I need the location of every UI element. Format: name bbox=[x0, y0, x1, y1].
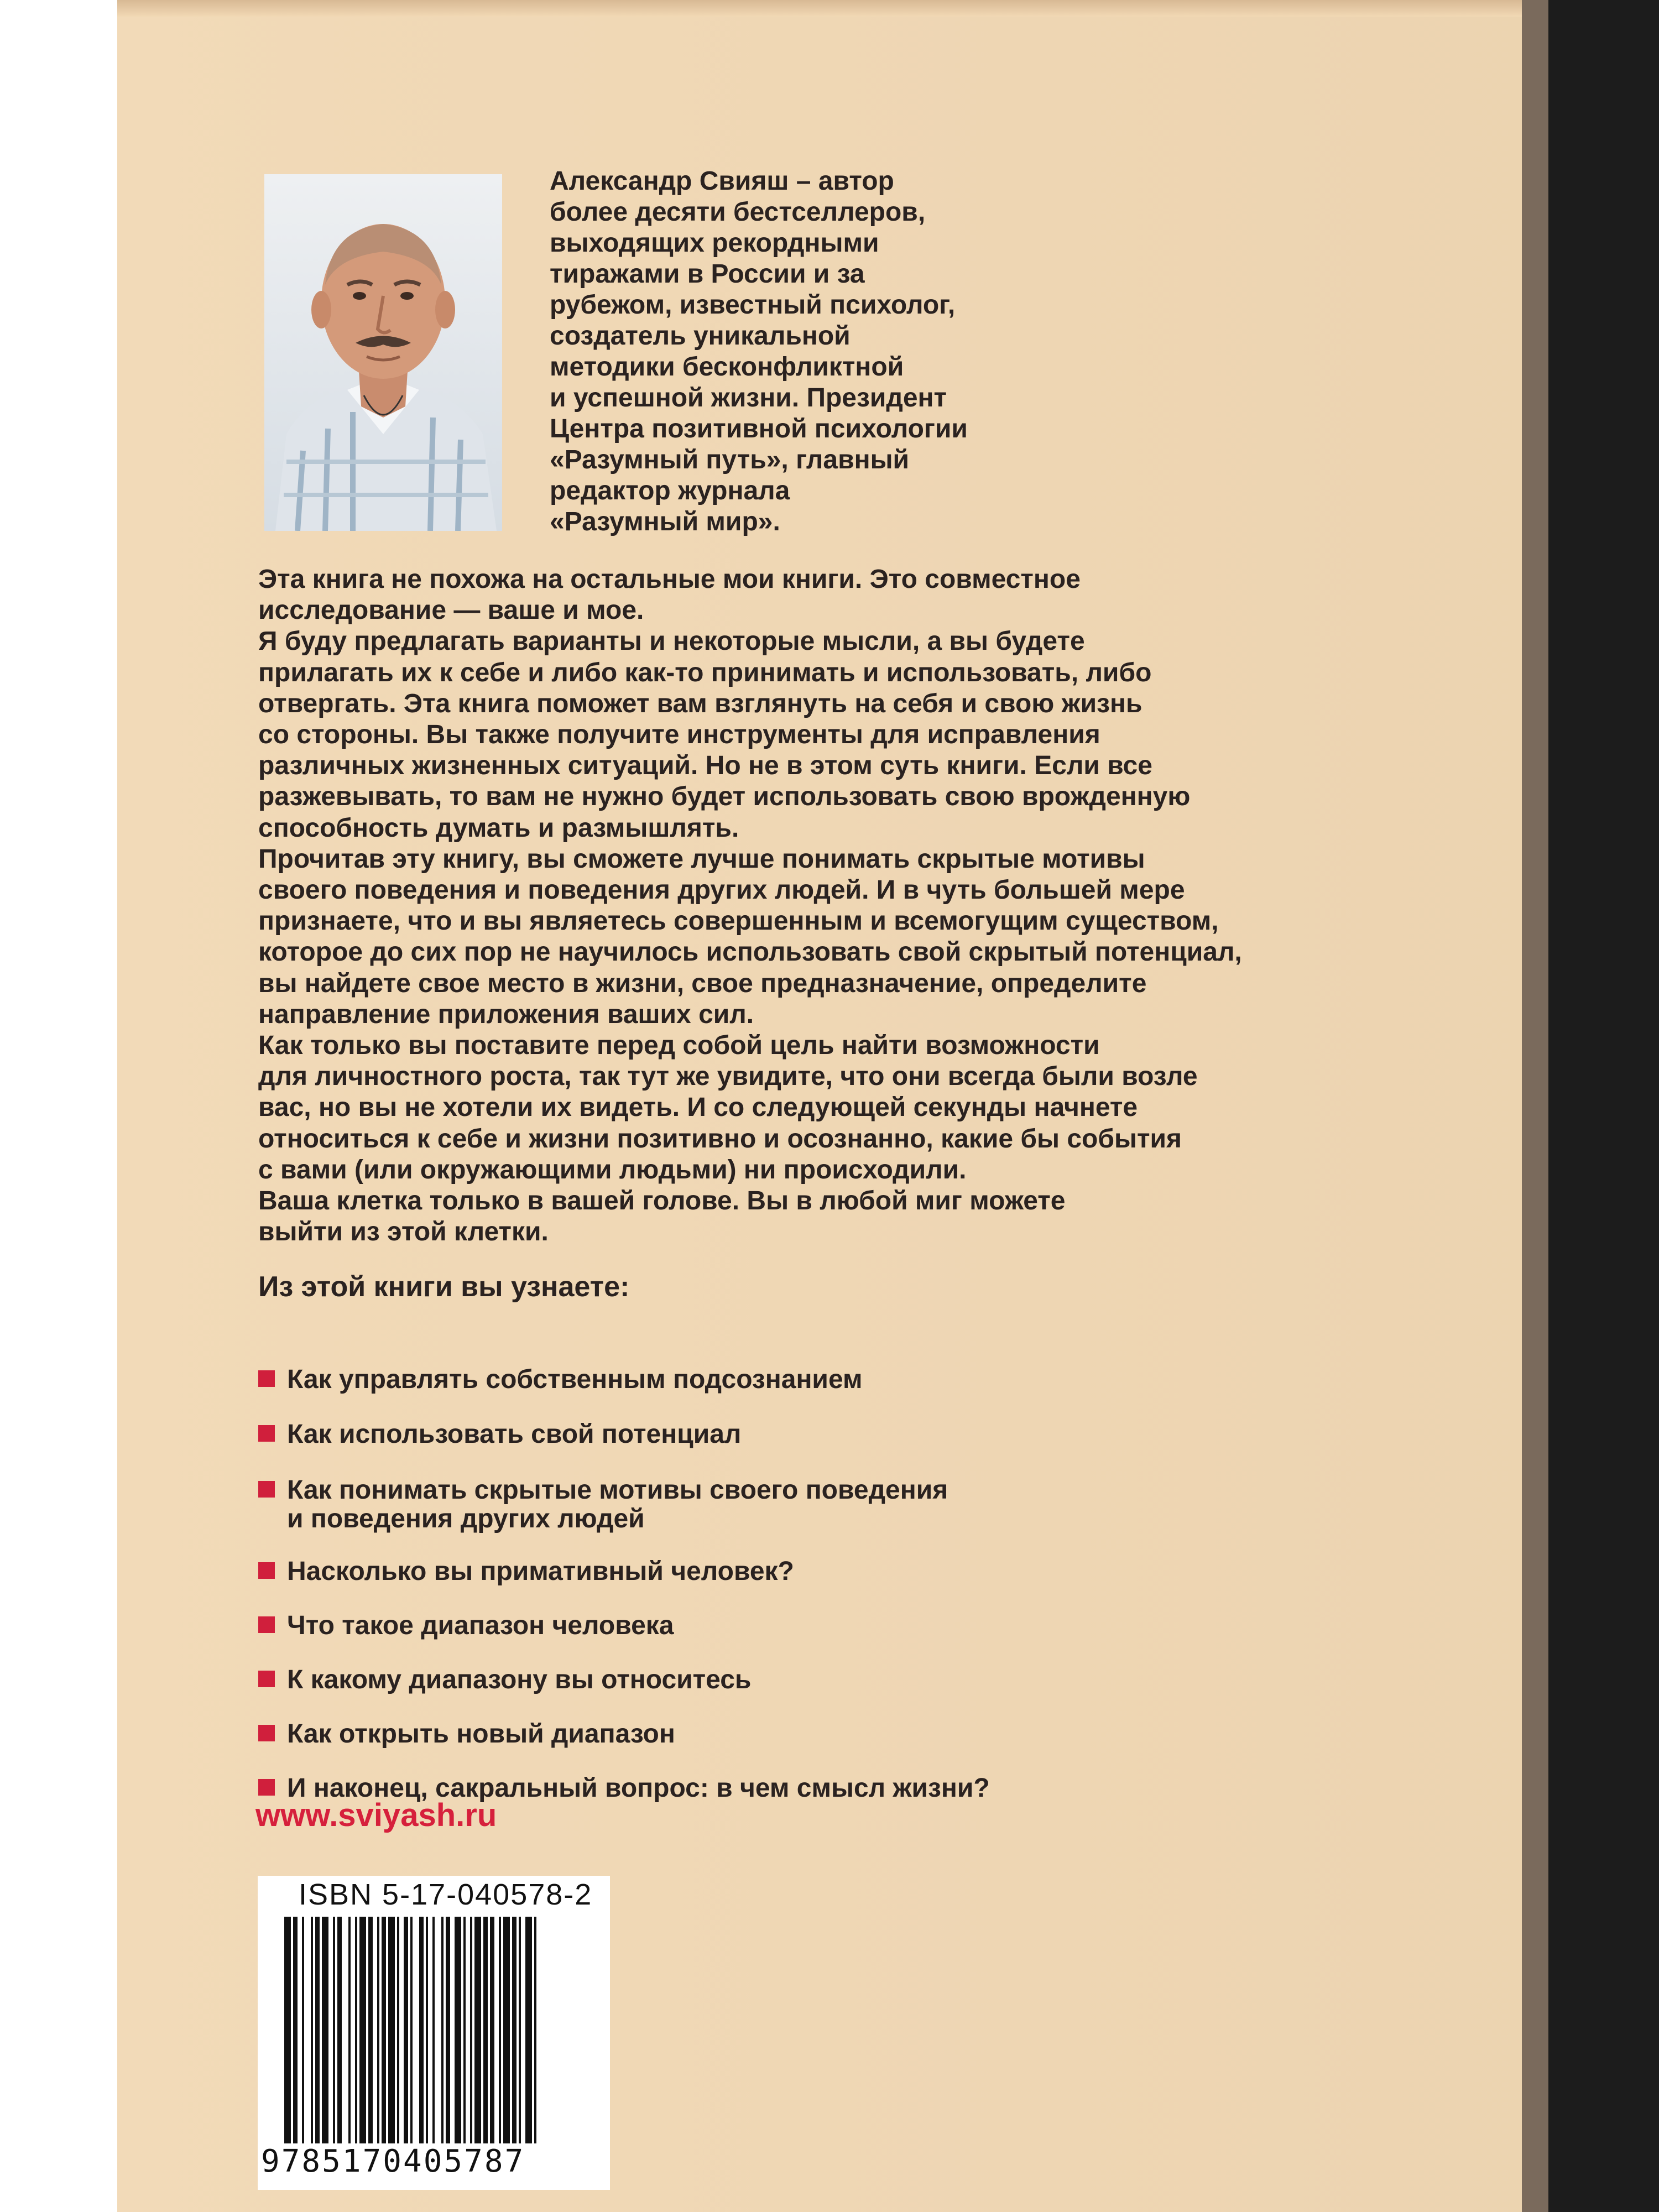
bullet-square-icon bbox=[258, 1370, 275, 1387]
intro-text bbox=[258, 564, 1364, 1248]
barcode-bar bbox=[315, 1917, 320, 2143]
bullet-square-icon bbox=[258, 1481, 275, 1498]
website-link[interactable]: www.sviyash.ru bbox=[255, 1797, 497, 1833]
topic-item bbox=[258, 1447, 948, 1533]
barcode-bar bbox=[377, 1917, 379, 2143]
topic-item bbox=[258, 1745, 990, 1803]
barcode-bar bbox=[322, 1917, 328, 2143]
barcode-bar bbox=[333, 1917, 335, 2143]
topic-label: Как открыть новый диапазон bbox=[287, 1719, 675, 1749]
barcode-bar bbox=[446, 1917, 450, 2143]
barcode-bar bbox=[483, 1917, 488, 2143]
barcode-bar bbox=[474, 1917, 481, 2143]
topic-item bbox=[258, 1637, 751, 1694]
barcode-bar bbox=[410, 1917, 413, 2143]
bullet-square-icon bbox=[258, 1425, 275, 1442]
barcode-icon bbox=[284, 1917, 583, 2143]
topics-heading: Из этой книги вы узнаете: bbox=[258, 1271, 630, 1303]
topic-label: К какому диапазону вы относитесь bbox=[287, 1665, 752, 1694]
topic-label: Что такое диапазон человека bbox=[287, 1611, 674, 1640]
barcode-bar bbox=[419, 1917, 424, 2143]
barcode-bar bbox=[441, 1917, 444, 2143]
isbn-number: ISBN 5-17-040578-2 bbox=[299, 1878, 593, 1911]
topic-item bbox=[258, 1691, 675, 1749]
barcode-bar bbox=[534, 1917, 536, 2143]
author-photo bbox=[264, 174, 502, 531]
barcode-bar bbox=[426, 1917, 428, 2143]
topic-item bbox=[258, 1528, 794, 1586]
barcode-bar bbox=[397, 1917, 399, 2143]
barcode-bar bbox=[463, 1917, 466, 2143]
bullet-square-icon bbox=[258, 1616, 275, 1633]
barcode-bar bbox=[284, 1917, 291, 2143]
intro-paragraph: Эта книга не похожа на остальные мои книги. Это совместное исследование — ваше и мое. bbox=[258, 565, 1081, 625]
barcode-bar bbox=[359, 1917, 366, 2143]
topic-item bbox=[258, 1391, 741, 1449]
bullet-square-icon bbox=[258, 1725, 275, 1741]
barcode-bar bbox=[337, 1917, 342, 2143]
topic-label: Как использовать свой потенциал bbox=[287, 1420, 742, 1449]
topic-label: Как понимать скрытые мотивы своего поведения и поведения других людей bbox=[287, 1475, 948, 1533]
bullet-square-icon bbox=[258, 1671, 275, 1687]
barcode-bar bbox=[302, 1917, 304, 2143]
topic-item bbox=[258, 1337, 863, 1394]
intro-paragraph: Как только вы поставите перед собой цель найти возможности для личностного роста, так тут же увидите, что они всегда были возле вас, но вы не хотели их видеть. И со следующей секунды начнете относиться к себе и жизни позитивно и осознанно, какие бы события с вами (или окружающими людьми) ни происходили. bbox=[258, 1031, 1198, 1185]
barcode-bar bbox=[470, 1917, 472, 2143]
barcode-bar bbox=[519, 1917, 521, 2143]
barcode-bar bbox=[503, 1917, 510, 2143]
topic-label: Насколько вы примативный человек? bbox=[287, 1557, 794, 1586]
bullet-square-icon bbox=[258, 1779, 275, 1796]
barcode-bar bbox=[355, 1917, 357, 2143]
intro-paragraph: Я буду предлагать варианты и некоторые мысли, а вы будете прилагать их к себе и либо как-то принимать и использовать, либо отвергать. Эта книга поможет вам взглянуть на себя и свою жизнь со стороны. Вы также получите инструменты для исправления различных жизненных ситуаций. Но не в этом суть книги. Если все разжевывать, то вам не нужно будет использовать свою врожденную способность думать и размышлять. bbox=[258, 627, 1191, 843]
topic-label: Как управлять собственным подсознанием bbox=[287, 1365, 863, 1394]
topic-item bbox=[258, 1583, 674, 1640]
barcode-bar bbox=[293, 1917, 298, 2143]
ean-digits: 9785170405787 bbox=[261, 2143, 525, 2179]
barcode-bar bbox=[311, 1917, 313, 2143]
barcode-bar bbox=[512, 1917, 517, 2143]
barcode-bar bbox=[499, 1917, 501, 2143]
bullet-square-icon bbox=[258, 1562, 275, 1579]
spine-edge bbox=[1522, 0, 1548, 2212]
barcode-bar bbox=[388, 1917, 395, 2143]
topic-label: И наконец, сакральный вопрос: в чем смысл жизни? bbox=[287, 1773, 990, 1803]
barcode-bar bbox=[490, 1917, 494, 2143]
author-bio: Александр Свияш – автор более десяти бестселлеров, выходящих рекордными тиражами в России и за рубежом, известный психолог, создатель уникальной методики бесконфликтной и успешной жизни. Президент Центра позитивной психологии «Разумный путь», главный редактор журнала «Разумный мир». bbox=[550, 166, 968, 536]
book-spine bbox=[1548, 0, 1659, 2212]
barcode-bar bbox=[348, 1917, 351, 2143]
barcode-panel bbox=[258, 1876, 610, 2190]
barcode-bar bbox=[382, 1917, 386, 2143]
cover-top-edge bbox=[117, 0, 1522, 17]
barcode-bar bbox=[404, 1917, 408, 2143]
barcode-bar bbox=[525, 1917, 532, 2143]
barcode-bar bbox=[455, 1917, 461, 2143]
intro-paragraph: Прочитав эту книгу, вы сможете лучше понимать скрытые мотивы своего поведения и поведения других людей. И в чуть большей мере признаете, что и вы являетесь совершенным и всемогущим существом, которое до сих пор не научилось использовать свой скрытый потенциал, вы найдете свое место в жизни, свое предназначение, определите направление приложения ваших сил. bbox=[258, 844, 1242, 1029]
barcode-bar bbox=[368, 1917, 373, 2143]
barcode-bar bbox=[432, 1917, 435, 2143]
intro-paragraph: Ваша клетка только в вашей голове. Вы в любой миг можете выйти из этой клетки. bbox=[258, 1186, 1066, 1247]
